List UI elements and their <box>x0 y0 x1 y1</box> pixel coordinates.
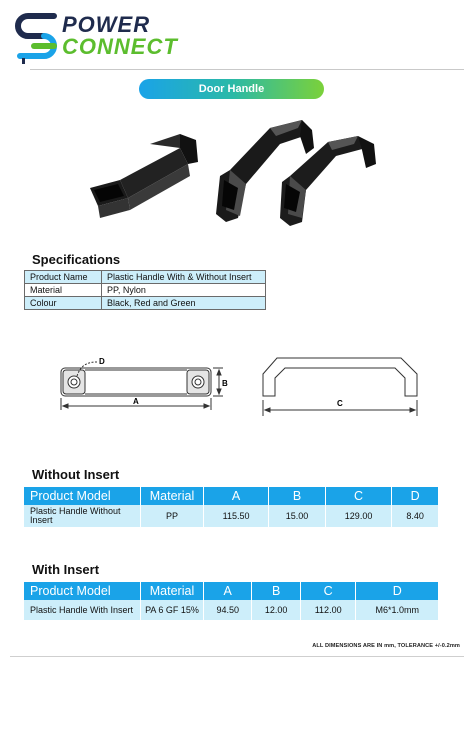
column-header: A <box>204 487 269 505</box>
table-cell: 15.00 <box>269 505 326 527</box>
page-title: Door Handle <box>139 79 324 99</box>
column-header: Material <box>141 582 204 600</box>
tolerance-note: ALL DIMENSIONS ARE IN mm, TOLERANCE +/-0.2mm <box>312 643 460 649</box>
table-cell: 8.40 <box>392 505 438 527</box>
table-header-row <box>24 487 438 505</box>
label-b: B <box>222 379 228 388</box>
table-cell: PA 6 GF 15% <box>141 600 204 620</box>
power-connect-logo-icon <box>14 8 60 64</box>
table-cell: PP <box>141 505 204 527</box>
column-header: Product Model <box>24 487 141 505</box>
table-cell: 12.00 <box>252 600 300 620</box>
table-cell: 129.00 <box>325 505 391 527</box>
table-header-row <box>24 582 438 600</box>
footer-divider <box>10 656 464 657</box>
spec-row <box>25 297 266 310</box>
brand-line-1: POWER <box>62 12 151 37</box>
column-header: C <box>300 582 356 600</box>
label-d: D <box>99 357 105 366</box>
label-a: A <box>133 397 139 406</box>
spec-value: PP, Nylon <box>102 284 266 297</box>
spec-row <box>25 271 266 284</box>
with-insert-table <box>24 582 438 620</box>
column-header: C <box>325 487 391 505</box>
table-cell: 115.50 <box>204 505 269 527</box>
spec-key: Material <box>25 284 102 297</box>
product-photo <box>80 118 400 230</box>
with-insert-title: With Insert <box>32 562 100 577</box>
without-insert-table <box>24 487 438 527</box>
spec-value: Black, Red and Green <box>102 297 266 310</box>
column-header: B <box>252 582 300 600</box>
column-header: A <box>204 582 252 600</box>
top-view <box>61 362 223 410</box>
column-header: B <box>269 487 326 505</box>
without-insert-title: Without Insert <box>32 467 120 482</box>
label-c: C <box>337 399 343 408</box>
specifications-table <box>24 270 266 310</box>
table-cell: 94.50 <box>204 600 252 620</box>
brand-wordmark <box>62 14 178 58</box>
spec-row <box>25 284 266 297</box>
brand-logo <box>14 8 184 64</box>
spec-key: Product Name <box>25 271 102 284</box>
dimension-drawing <box>55 350 435 422</box>
specifications-title: Specifications <box>32 252 121 267</box>
table-row <box>24 505 438 527</box>
table-cell: M6*1.0mm <box>356 600 438 620</box>
column-header: Product Model <box>24 582 141 600</box>
column-header: D <box>392 487 438 505</box>
table-cell: 112.00 <box>300 600 356 620</box>
handle-medium-illustration <box>280 136 376 226</box>
spec-value: Plastic Handle With & Without Insert <box>102 271 266 284</box>
brand-line-2: CONNECT <box>62 34 178 59</box>
table-cell: Plastic Handle Without Insert <box>24 505 141 527</box>
spec-key: Colour <box>25 297 102 310</box>
handle-small-illustration <box>90 134 198 218</box>
column-header: D <box>356 582 438 600</box>
header-divider <box>30 69 464 70</box>
table-cell: Plastic Handle With Insert <box>24 600 141 620</box>
table-row <box>24 600 438 620</box>
column-header: Material <box>141 487 204 505</box>
